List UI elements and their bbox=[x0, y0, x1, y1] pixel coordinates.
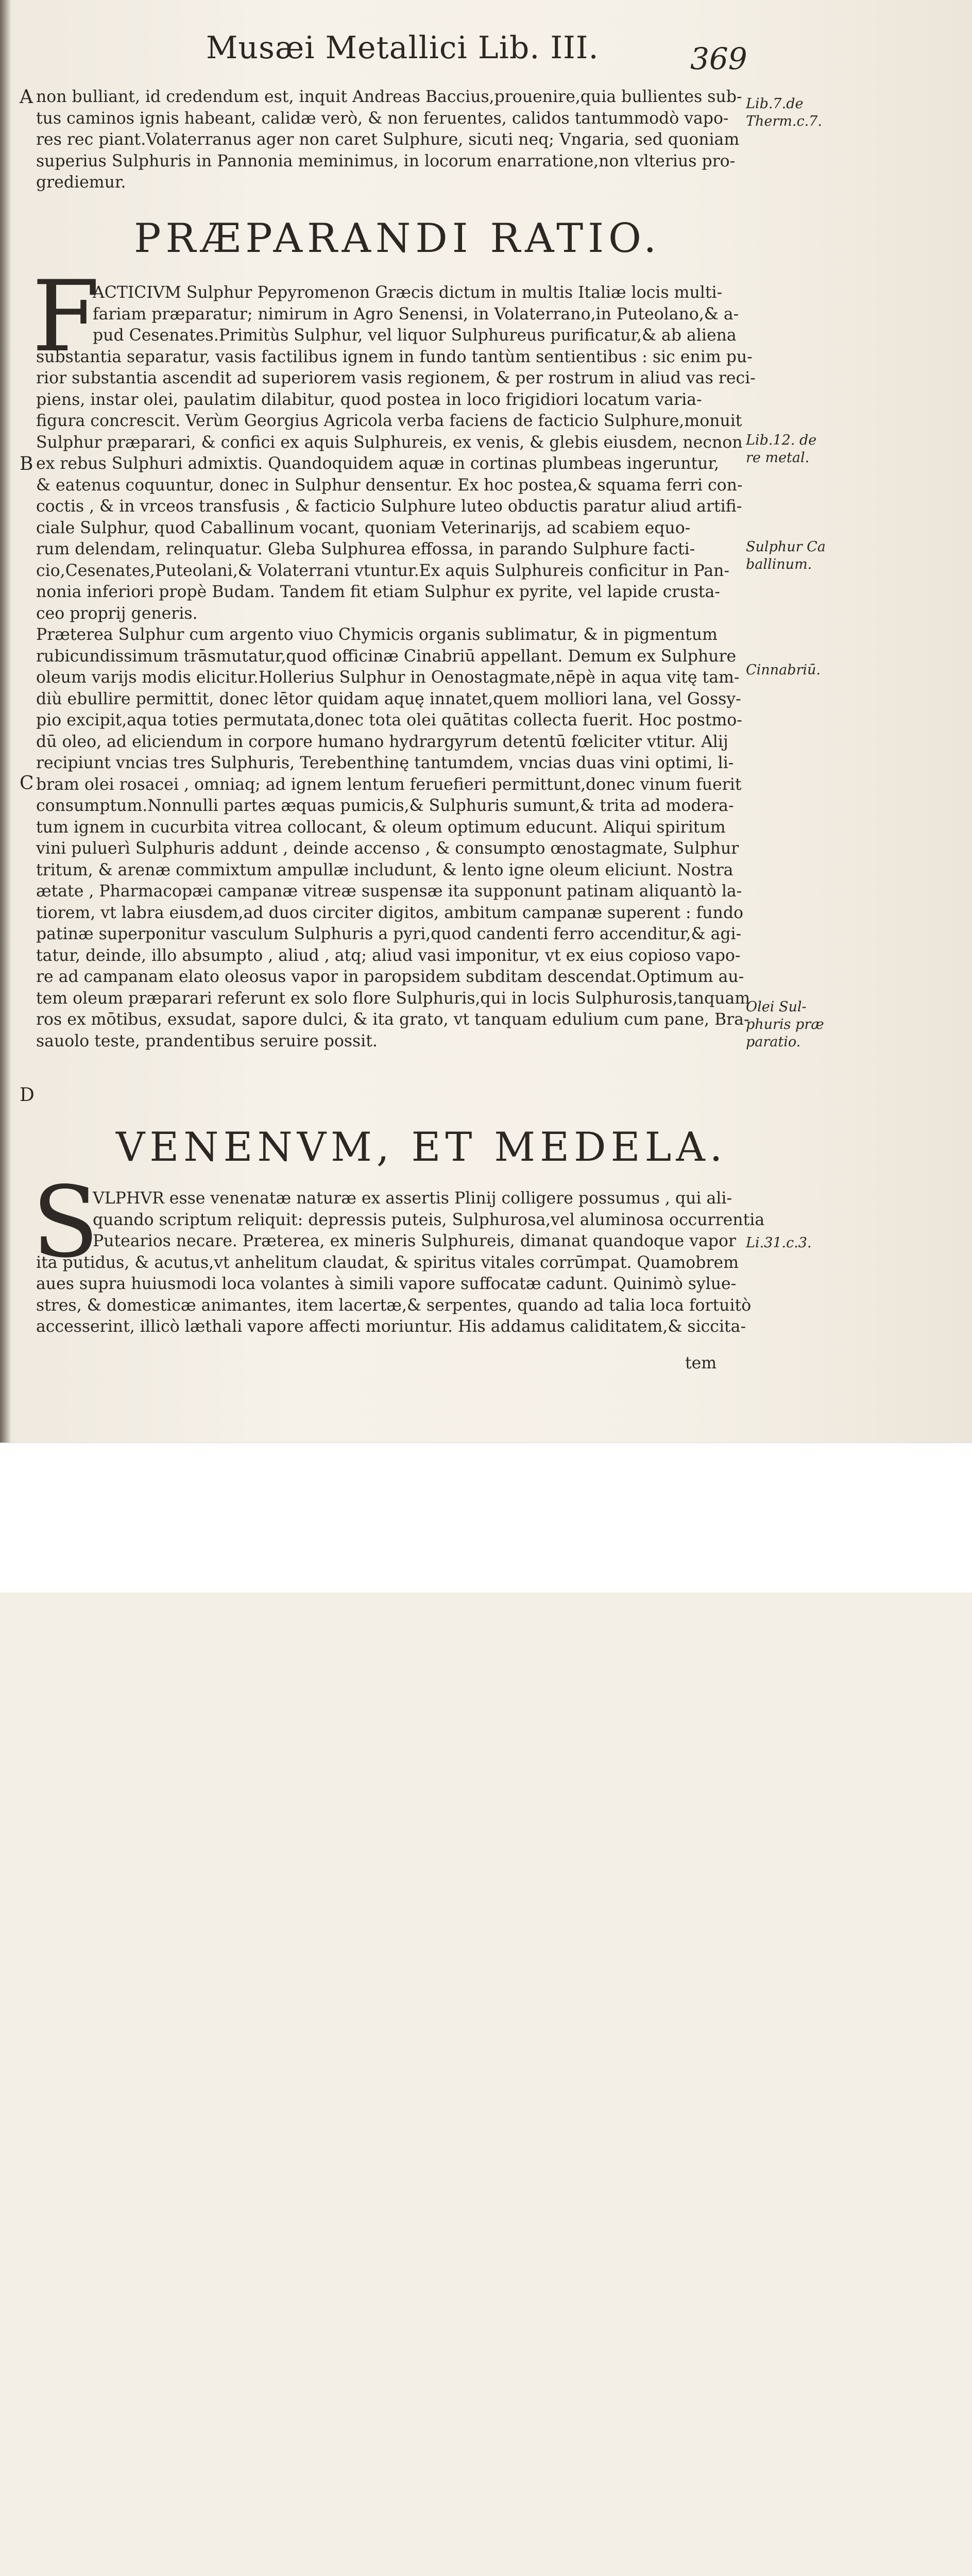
marginal-note-line: Sulphur Ca bbox=[746, 539, 826, 555]
text-line: dū oleo, ad eliciendum in corpore humano hydrargyrum detentū fœliciter vtitur. Alij bbox=[36, 732, 728, 751]
running-head-title: Musæi Metallici Lib. III. bbox=[206, 30, 599, 66]
text-line: recipiunt vncias tres Sulphuris, Terebenthinę tantumdem, vncias duas vini optimi, li- bbox=[36, 754, 734, 772]
section-heading-venenum: VENENVM, ET MEDELA. bbox=[116, 1124, 727, 1171]
marginal-note-line: re metal. bbox=[746, 450, 810, 466]
section-marker-c: C bbox=[20, 773, 34, 794]
text-line: res rec piant.Volaterranus ager non caret Sulphure, sicuti neq; Vngaria, sed quoniam bbox=[36, 130, 740, 149]
section-praeparandi-text bbox=[36, 282, 756, 1052]
text-line: fariam præparatur; nimirum in Agro Senensi, in Volaterrano,in Puteolano,& a- bbox=[93, 304, 739, 324]
text-line: vini puluerì Sulphuris addunt , deinde accenso , & consumpto œnostagmate, Sulphur bbox=[36, 839, 739, 858]
text-line: nonia inferiori propè Budam. Tandem fit etiam Sulphur ex pyrite, vel lapide crusta- bbox=[36, 583, 720, 601]
drop-cap-f: F bbox=[32, 260, 100, 374]
text-line: diù ebullire permittit, donec lētor quidam aquę innatet,quem molliori lana, vel Gossy- bbox=[36, 689, 741, 708]
text-line: piens, instar olei, paulatim dilabitur, quod postea in loco frigidiori locatum varia- bbox=[36, 390, 702, 409]
text-line: ACTICIVM Sulphur Pepyromenon Græcis dictum in multis Italiæ locis multi- bbox=[93, 283, 723, 302]
text-line: tiorem, vt labra eiusdem,ad duos circiter digitos, ambitum campanæ superent : fundo bbox=[36, 903, 743, 922]
text-line: bram olei rosacei , omniaq; ad ignem lentum feruefieri permittunt,donec vinum fuerit bbox=[36, 775, 742, 794]
catchword: tem bbox=[685, 1354, 717, 1372]
text-line: tus caminos ignis habeant, calidæ verò, & non feruentes, calidos tantummodò vapo- bbox=[36, 109, 729, 128]
text-line: pio excipit,aqua toties permutata,donec tota olei quātitas collecta fuerit. Hoc postmo- bbox=[36, 711, 742, 730]
marginal-note-line: Olei Sul- bbox=[746, 999, 807, 1015]
book-spine-shadow bbox=[0, 0, 11, 1443]
text-line: figura concrescit. Verùm Georgius Agricola verba faciens de facticio Sulphure,monuit bbox=[36, 412, 742, 430]
text-line: VLPHVR esse venenatæ naturæ ex assertis Plinij colligere possumus , qui ali- bbox=[93, 1189, 732, 1208]
drop-cap-s: S bbox=[32, 1165, 99, 1279]
marginal-note-line: Lib.12. de bbox=[746, 432, 817, 448]
section-marker-b: B bbox=[20, 453, 33, 474]
text-line: rubicundissimum trāsmutatur,quod officinæ Cinabriū appellant. Demum ex Sulphure bbox=[36, 647, 737, 666]
intro-paragraph bbox=[36, 87, 747, 194]
section-heading-praeparandi: PRÆPARANDI RATIO. bbox=[134, 215, 661, 262]
text-line: & eatenus coquuntur, donec in Sulphur densentur. Ex hoc postea,& squama ferri con- bbox=[36, 476, 743, 495]
text-line: oleum varijs modis elicitur.Hollerius Sulphur in Oenostagmate,nēpè in aqua vitę tam- bbox=[36, 668, 740, 687]
text-line: ex rebus Sulphuri admixtis. Quandoquidem aquæ in cortinas plumbeas ingeruntur, bbox=[36, 454, 720, 473]
text-line: rior substantia ascendit ad superiorem vasis regionem, & per rostrum in aliud vas reci- bbox=[36, 369, 756, 387]
marginal-note bbox=[746, 998, 824, 1051]
text-line: tatur, deinde, illo absumpto , aliud , atq; aliud vasi imponitur, vt ex eius copioso vapo- bbox=[36, 946, 741, 965]
marginal-note bbox=[746, 432, 816, 467]
marginal-note bbox=[746, 538, 826, 573]
marginal-note-line: paratio. bbox=[746, 1034, 801, 1050]
text-line: substantia separatur, vasis factilibus ignem in fundo tantùm sentientibus : sic enim pu- bbox=[36, 347, 753, 366]
text-line: non bulliant, id credendum est, inquit Andreas Baccius,prouenire,quia bullientes sub- bbox=[36, 88, 742, 106]
section-marker-d: D bbox=[20, 1084, 35, 1106]
text-line: ciale Sulphur, quod Caballinum vocant, quoniam Veterinarijs, ad scabiem equo- bbox=[36, 518, 691, 537]
text-line: pud Cesenates.Primitùs Sulphur, vel liquor Sulphureus purificatur,& ab aliena bbox=[93, 326, 737, 345]
text-line: coctis , & in vrceos transfusis , & facticio Sulphure luteo obductis paratur aliud artifi- bbox=[36, 497, 742, 516]
section-marker-a: A bbox=[20, 87, 33, 108]
section-venenum-text bbox=[36, 1188, 765, 1338]
text-line: quando scriptum reliquit: depressis puteis, Sulphurosa,vel aluminosa occurrentia bbox=[93, 1210, 765, 1229]
text-line: cio,Cesenates,Puteolani,& Volaterrani vtuntur.Ex aquis Sulphureis conficitur in Pan- bbox=[36, 561, 730, 580]
text-line: tum ignem in cucurbita vitrea collocant, & oleum optimum educunt. Aliqui spiritum bbox=[36, 818, 726, 837]
text-line: Præterea Sulphur cum argento viuo Chymicis organis sublimatur, & in pigmentum bbox=[36, 625, 718, 644]
text-line: consumptum.Nonnulli partes æquas pumicis,& Sulphuris sumunt,& trita ad modera- bbox=[36, 796, 734, 815]
text-line: tritum, & arenæ commixtum ampullæ includunt, & lento igne oleum eliciunt. Nostra bbox=[36, 860, 734, 879]
text-line: grediemur. bbox=[36, 173, 126, 192]
text-line: aues supra huiusmodi loca volantes à simili vapore suffocatæ cadunt. Quinimò sylue- bbox=[36, 1275, 737, 1293]
text-line: tem oleum præparari referunt ex solo flore Sulphuris,qui in locis Sulphurosis,tanquam bbox=[36, 989, 751, 1008]
marginal-note-line: ballinum. bbox=[746, 556, 812, 572]
marginal-note bbox=[746, 95, 822, 130]
marginal-note bbox=[746, 1234, 812, 1252]
text-line: accesserint, illicò læthali vapore affecti moriuntur. His addamus caliditatem,& siccita- bbox=[36, 1317, 746, 1336]
text-line: Sulphur præparari, & confici ex aquis Sulphureis, ex venis, & glebis eiusdem, necnon bbox=[36, 433, 743, 452]
marginal-note-line: Therm.c.7. bbox=[746, 113, 822, 129]
marginal-note bbox=[746, 662, 821, 679]
page-number: 369 bbox=[690, 41, 747, 76]
text-line: re ad campanam elato oleosus vapor in paropsidem subditam descendat.Optimum au- bbox=[36, 968, 744, 986]
text-line: superius Sulphuris in Pannonia meminimus, in locorum enarratione,non vlterius pro- bbox=[36, 151, 736, 171]
digitization-footer bbox=[0, 1443, 972, 1592]
text-line: ceo proprij generis. bbox=[36, 604, 198, 623]
marginal-note-line: Li.31.c.3. bbox=[746, 1235, 812, 1251]
marginal-note-line: phuris præ bbox=[746, 1016, 824, 1032]
marginal-note-line: Cinnabriū. bbox=[746, 662, 821, 678]
text-line: patinæ superponitur vasculum Sulphuris a pyri,quod candenti ferro accenditur,& agi- bbox=[36, 925, 742, 943]
marginal-note-line: Lib.7.de bbox=[746, 96, 804, 112]
text-line: ita putidus, & acutus,vt anhelitum claudat, & spiritus vitales corrūmpat. Quamobrem bbox=[36, 1253, 739, 1272]
text-line: ætate , Pharmacopæi campanæ vitreæ suspensæ ita supponunt patinam aliquantò la- bbox=[36, 882, 742, 901]
text-line: stres, & domesticæ animantes, item lacertæ,& serpentes, quando ad talia loca fortuitò bbox=[36, 1296, 752, 1315]
text-line: sauolo teste, prandentibus seruire possit. bbox=[36, 1031, 378, 1050]
text-line: Putearios necare. Præterea, ex mineris Sulphureis, dimanat quandoque vapor bbox=[93, 1232, 736, 1250]
text-line: ros ex mōtibus, exsudat, sapore dulci, & ita grato, vt tanquam edulium cum pane, Bra- bbox=[36, 1010, 749, 1029]
text-line: rum delendam, relinquatur. Gleba Sulphurea effossa, in parando Sulphure facti- bbox=[36, 540, 695, 558]
